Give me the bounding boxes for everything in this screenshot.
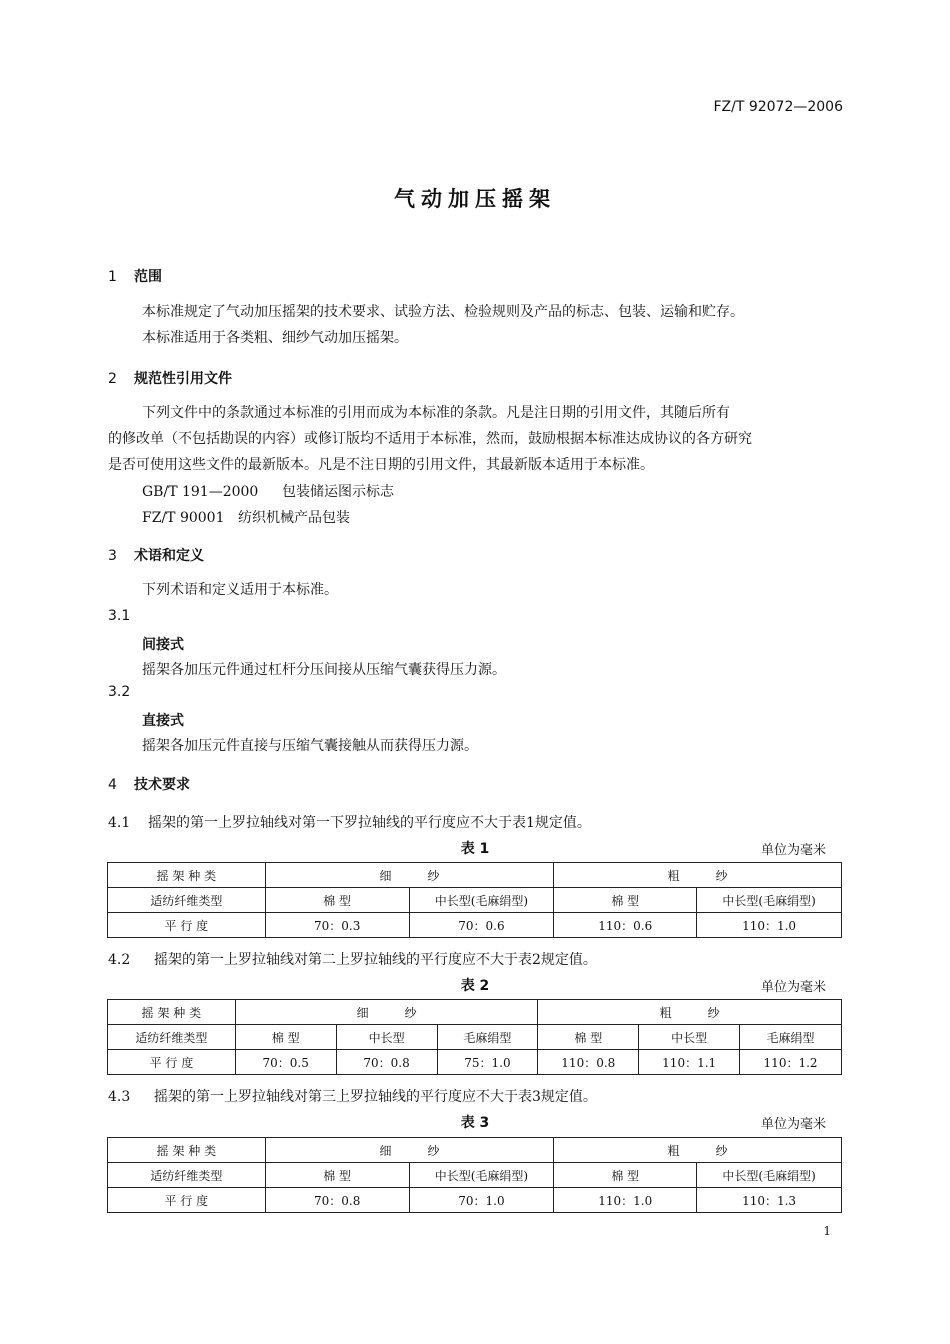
section-3-intro xyxy=(108,577,844,603)
table-cell: 毛麻绢型 xyxy=(437,1025,538,1050)
table-cell: 110：1.1 xyxy=(639,1050,740,1075)
table-cell: 平 行 度 xyxy=(108,1188,266,1213)
table-cell: 棉 型 xyxy=(554,888,697,913)
section-title: 技术要求 xyxy=(134,777,190,793)
section-number: 4 xyxy=(108,777,117,793)
table-cell: 平 行 度 xyxy=(108,913,266,938)
term-number: 3.2 xyxy=(108,684,131,700)
table-1-title: 表 1 xyxy=(460,841,490,857)
section-2-heading xyxy=(108,368,232,388)
paragraph-line: 是否可使用这些文件的最新版本。凡是不注日期的引用文件，其最新版本适用于本标准。 xyxy=(108,457,654,473)
section-number: 2 xyxy=(108,371,117,387)
table-cell: 70：1.0 xyxy=(409,1188,554,1213)
table-cell: 摇 架 种 类 xyxy=(108,1000,236,1025)
table-cell: 粗 纱 xyxy=(538,1000,842,1025)
reference-code: GB/T 191—2000 xyxy=(142,484,259,500)
table-row xyxy=(108,888,842,913)
table-3 xyxy=(107,1137,842,1213)
clause-number: 4.2 xyxy=(108,952,131,968)
reference-item xyxy=(142,481,394,501)
paragraph-line: 下列文件中的条款通过本标准的引用而成为本标准的条款。凡是注日期的引用文件，其随后所有 xyxy=(142,405,730,421)
table-2-title: 表 2 xyxy=(460,978,490,994)
table-cell: 棉 型 xyxy=(235,1025,336,1050)
table-cell: 中长型 xyxy=(639,1025,740,1050)
document-title: 气动加压摇架 xyxy=(394,187,556,211)
clause-number: 4.1 xyxy=(108,815,131,831)
page-number: 1 xyxy=(823,1224,831,1238)
table-3-title: 表 3 xyxy=(460,1115,490,1131)
table-cell: 70：0.5 xyxy=(235,1050,336,1075)
clause-4-3 xyxy=(108,1086,597,1106)
section-title: 范围 xyxy=(134,269,162,285)
table-cell: 细 纱 xyxy=(235,1000,538,1025)
reference-title: 纺织机械产品包装 xyxy=(238,510,350,526)
table-cell: 110：0.8 xyxy=(538,1050,639,1075)
table-cell: 平 行 度 xyxy=(108,1050,236,1075)
reference-code: FZ/T 90001 xyxy=(142,510,225,526)
clause-text: 摇架的第一上罗拉轴线对第二上罗拉轴线的平行度应不大于表2规定值。 xyxy=(154,952,597,968)
paragraph-line: 的修改单（不包括勘误的内容）或修订版均不适用于本标准，然而，鼓励根据本标准达成协议的各方研究 xyxy=(108,431,752,447)
clause-number: 4.3 xyxy=(108,1089,131,1105)
table-2 xyxy=(107,999,842,1075)
section-number: 1 xyxy=(108,269,117,285)
term-definition: 摇架各加压元件直接与压缩气囊接触从而获得压力源。 xyxy=(142,738,478,754)
table-cell: 110：0.6 xyxy=(554,913,697,938)
reference-item xyxy=(142,507,350,527)
table-row xyxy=(108,1025,842,1050)
table-cell: 70：0.8 xyxy=(336,1050,437,1075)
table-cell: 适纺纤维类型 xyxy=(108,1025,236,1050)
table-cell: 棉 型 xyxy=(265,888,409,913)
table-cell: 中长型(毛麻绢型) xyxy=(697,888,842,913)
table-cell: 棉 型 xyxy=(538,1025,639,1050)
table-row xyxy=(108,1050,842,1075)
table-cell: 中长型(毛麻绢型) xyxy=(409,1163,554,1188)
unit-label: 单位为毫米 xyxy=(760,980,826,995)
table-cell: 70：0.3 xyxy=(265,913,409,938)
table-cell: 摇 架 种 类 xyxy=(108,1138,266,1163)
paragraph: 下列术语和定义适用于本标准。 xyxy=(142,582,338,598)
table-row xyxy=(108,1188,842,1213)
table-cell: 粗 纱 xyxy=(554,1138,842,1163)
table-cell: 毛麻绢型 xyxy=(740,1025,842,1050)
standard-code: FZ/T 92072—2006 xyxy=(713,99,843,115)
table-cell: 110：1.0 xyxy=(697,913,842,938)
table-row xyxy=(108,1163,842,1188)
table-cell: 细 纱 xyxy=(265,1138,554,1163)
table-cell: 适纺纤维类型 xyxy=(108,888,266,913)
clause-text: 摇架的第一上罗拉轴线对第一下罗拉轴线的平行度应不大于表1规定值。 xyxy=(148,815,591,831)
section-1-heading xyxy=(108,266,162,286)
table-1 xyxy=(107,862,842,938)
term-name: 间接式 xyxy=(142,637,184,653)
table-cell: 110：1.2 xyxy=(740,1050,842,1075)
section-2-body xyxy=(108,400,844,478)
unit-label: 单位为毫米 xyxy=(760,1117,826,1132)
table-row xyxy=(108,913,842,938)
section-title: 规范性引用文件 xyxy=(134,371,232,387)
section-4-heading xyxy=(108,774,190,794)
term-number: 3.1 xyxy=(108,608,131,624)
section-3-heading xyxy=(108,545,204,565)
unit-label: 单位为毫米 xyxy=(760,843,826,858)
table-cell: 75：1.0 xyxy=(437,1050,538,1075)
table-cell: 粗 纱 xyxy=(554,863,842,888)
clause-4-2 xyxy=(108,949,597,969)
section-1-body xyxy=(108,299,844,351)
table-cell: 摇 架 种 类 xyxy=(108,863,266,888)
table-cell: 细 纱 xyxy=(265,863,554,888)
table-cell: 110：1.3 xyxy=(697,1188,842,1213)
term-name: 直接式 xyxy=(142,713,184,729)
table-cell: 中长型 xyxy=(336,1025,437,1050)
clause-text: 摇架的第一上罗拉轴线对第三上罗拉轴线的平行度应不大于表3规定值。 xyxy=(154,1089,597,1105)
section-number: 3 xyxy=(108,548,117,564)
table-cell: 中长型(毛麻绢型) xyxy=(409,888,554,913)
table-cell: 70：0.6 xyxy=(409,913,554,938)
paragraph: 本标准规定了气动加压摇架的技术要求、试验方法、检验规则及产品的标志、包装、运输和贮存。 xyxy=(142,304,744,320)
table-cell: 棉 型 xyxy=(554,1163,697,1188)
table-row xyxy=(108,1000,842,1025)
table-cell: 棉 型 xyxy=(265,1163,409,1188)
table-row xyxy=(108,1138,842,1163)
table-cell: 适纺纤维类型 xyxy=(108,1163,266,1188)
table-cell: 110：1.0 xyxy=(554,1188,697,1213)
term-definition: 摇架各加压元件通过杠杆分压间接从压缩气囊获得压力源。 xyxy=(142,662,506,678)
table-row xyxy=(108,863,842,888)
reference-title: 包装储运图示标志 xyxy=(282,484,394,500)
section-title: 术语和定义 xyxy=(134,548,204,564)
table-cell: 中长型(毛麻绢型) xyxy=(697,1163,842,1188)
clause-4-1 xyxy=(108,812,591,832)
paragraph: 本标准适用于各类粗、细纱气动加压摇架。 xyxy=(142,330,408,346)
table-cell: 70：0.8 xyxy=(265,1188,409,1213)
